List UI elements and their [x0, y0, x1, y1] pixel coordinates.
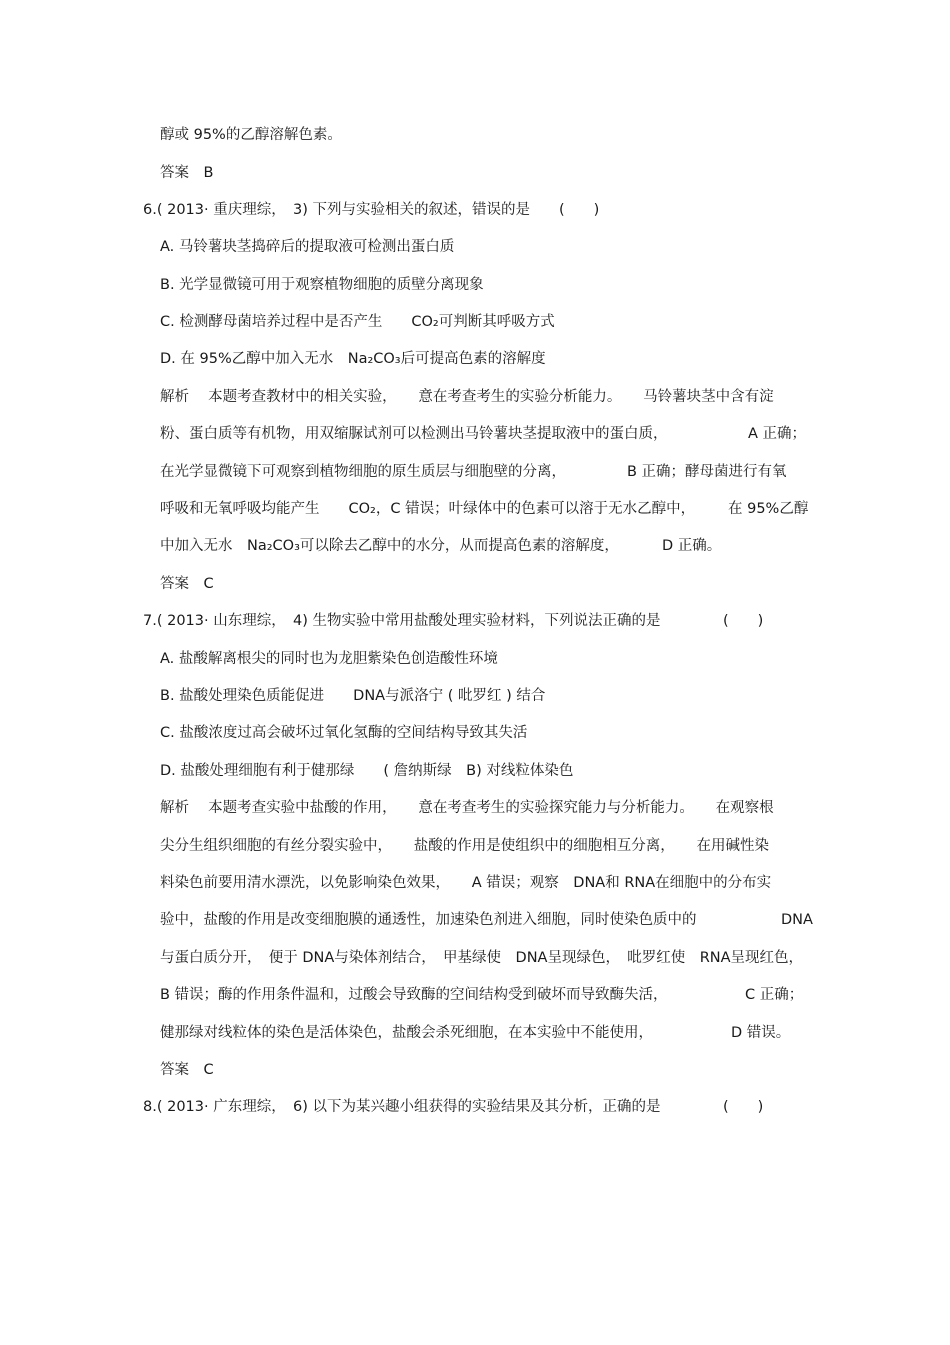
text-line: 醇或 95%的乙醇溶解色素。	[160, 127, 342, 143]
explanation-7-line: 验中，盐酸的作用是改变细胞膜的通透性，加速染色剂进入细胞，同时使染色质中的	[160, 912, 697, 928]
explanation-6-line-end: B 正确；酵母菌进行有氧	[627, 464, 787, 480]
question-6-option-c: C. 检测酵母菌培养过程中是否产生 CO₂可判断其呼吸方式	[160, 314, 555, 330]
answer-line: 答案 C	[160, 1062, 214, 1078]
explanation-7-line: 解析 本题考查实验中盐酸的作用， 意在考查考生的实验探究能力与分析能力。 在观察根	[160, 800, 774, 816]
explanation-7-line: 与蛋白质分开， 便于 DNA与染体剂结合， 甲基绿使 DNA呈现绿色， 吡罗红使 RNA呈现红色，	[160, 950, 804, 966]
question-7-stem: 7.( 2013· 山东理综， 4) 生物实验中常用盐酸处理实验材料，下列说法正确的是	[143, 613, 661, 629]
question-7-option-d: D. 盐酸处理细胞有利于健那绿 ( 詹纳斯绿 B) 对线粒体染色	[160, 763, 574, 779]
question-7-option-c: C. 盐酸浓度过高会破坏过氧化氢酶的空间结构导致其失活	[160, 725, 528, 741]
explanation-7-line-end: C 正确；	[745, 987, 804, 1003]
question-6-option-b: B. 光学显微镜可用于观察植物细胞的质壁分离现象	[160, 277, 484, 293]
explanation-6-line: 呼吸和无氧呼吸均能产生 CO₂，C 错误；叶绿体中的色素可以溶于无水乙醇中，	[160, 501, 696, 517]
explanation-7-line: 料染色前要用清水漂洗，以免影响染色效果， A 错误；观察 DNA和 RNA在细胞中的分布实	[160, 875, 772, 891]
answer-line: 答案 B	[160, 165, 214, 181]
explanation-6-line: 解析 本题考查教材中的相关实验， 意在考查考生的实验分析能力。 马铃薯块茎中含有淀	[160, 389, 774, 405]
explanation-6-line-end: D 正确。	[662, 538, 722, 554]
explanation-6-line-end: A 正确；	[748, 426, 807, 442]
explanation-6-line: 中加入无水 Na₂CO₃可以除去乙醇中的水分，从而提高色素的溶解度，	[160, 538, 619, 554]
explanation-7-line-end: D 错误。	[731, 1025, 791, 1041]
explanation-7-line: B 错误；酶的作用条件温和，过酸会导致酶的空间结构受到破坏而导致酶失活，	[160, 987, 668, 1003]
question-8-stem: 8.( 2013· 广东理综， 6) 以下为某兴趣小组获得的实验结果及其分析，正确的是	[143, 1099, 661, 1115]
explanation-6-line: 粉、蛋白质等有机物，用双缩脲试剂可以检测出马铃薯块茎提取液中的蛋白质，	[160, 426, 668, 442]
question-8-paren: ( )	[723, 1099, 764, 1115]
question-7-option-a: A. 盐酸解离根尖的同时也为龙胆紫染色创造酸性环境	[160, 651, 498, 667]
question-7-paren: ( )	[723, 613, 764, 629]
question-7-option-b: B. 盐酸处理染色质能促进 DNA与派洛宁 ( 吡罗红 ) 结合	[160, 688, 546, 704]
explanation-7-line: 健那绿对线粒体的染色是活体染色，盐酸会杀死细胞，在本实验中不能使用，	[160, 1025, 653, 1041]
explanation-6-line-end: 在 95%乙醇	[728, 501, 809, 517]
explanation-6-line: 在光学显微镜下可观察到植物细胞的原生质层与细胞壁的分离，	[160, 464, 566, 480]
answer-line: 答案 C	[160, 576, 214, 592]
explanation-7-line-end: DNA	[781, 912, 813, 928]
question-6-option-a: A. 马铃薯块茎捣碎后的提取液可检测出蛋白质	[160, 239, 455, 255]
question-6-option-d: D. 在 95%乙醇中加入无水 Na₂CO₃后可提高色素的溶解度	[160, 351, 546, 367]
explanation-7-line: 尖分生组织细胞的有丝分裂实验中， 盐酸的作用是使组织中的细胞相互分离， 在用碱性染	[160, 838, 769, 854]
question-6-stem: 6.( 2013· 重庆理综， 3) 下列与实验相关的叙述，错误的是 ( )	[143, 202, 600, 218]
